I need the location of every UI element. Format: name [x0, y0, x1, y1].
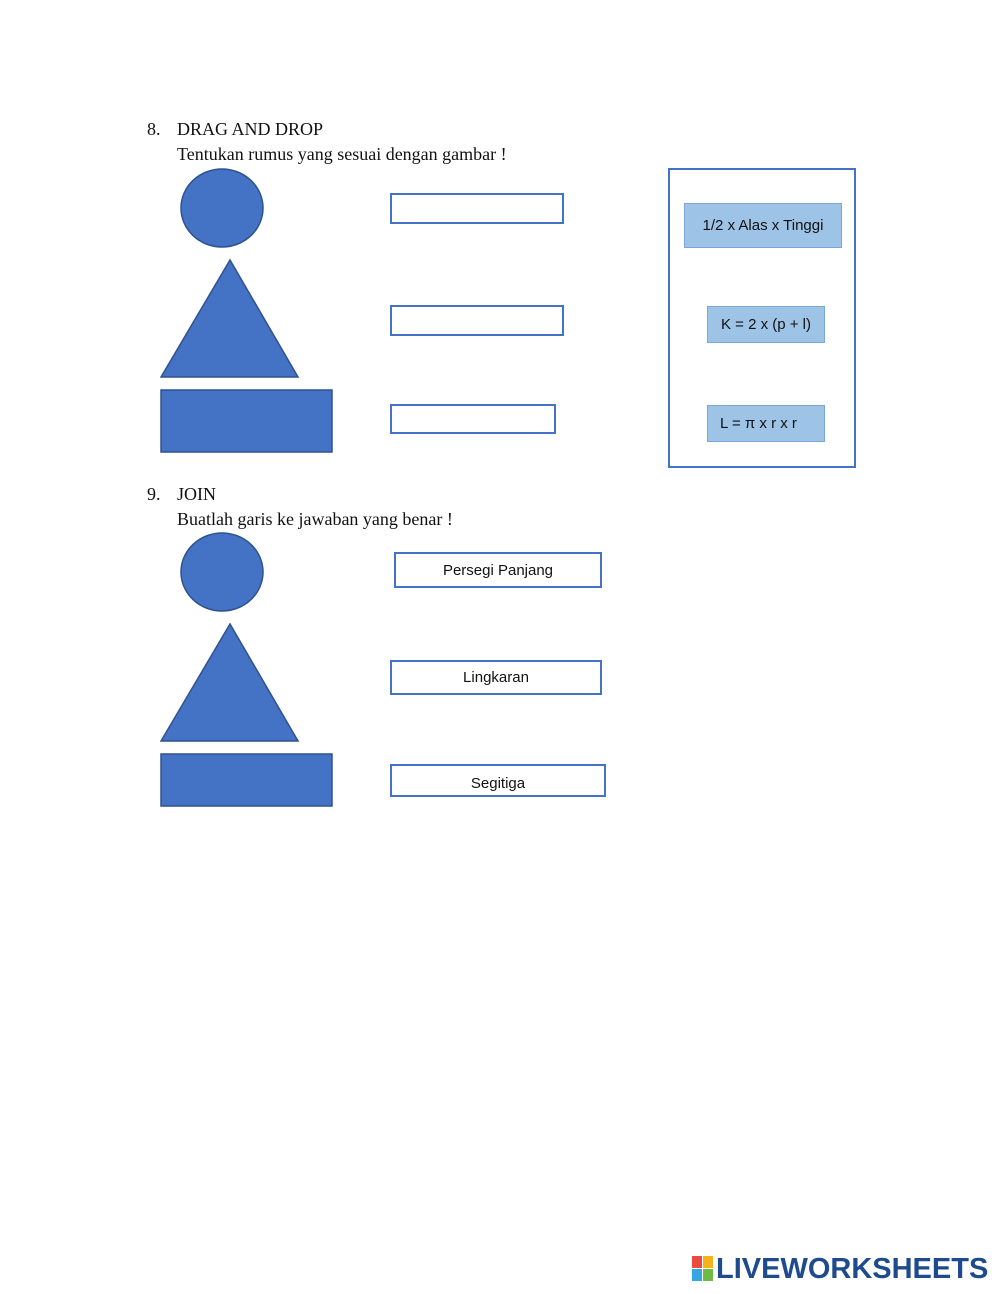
q9-answer-segitiga[interactable]: Segitiga	[390, 764, 606, 797]
q8-drop-box-3[interactable]	[390, 404, 556, 434]
q8-option-rectangle-perimeter[interactable]: K = 2 x (p + l)	[707, 306, 825, 343]
q9-answer-lingkaran[interactable]: Lingkaran	[390, 660, 602, 695]
q8-drop-box-2[interactable]	[390, 305, 564, 336]
q9-instruction: Buatlah garis ke jawaban yang benar !	[177, 509, 453, 529]
q8-shapes	[160, 166, 335, 456]
q9-rectangle-shape	[161, 754, 332, 806]
q8-drop-box-1[interactable]	[390, 193, 564, 224]
q8-triangle-shape	[161, 260, 298, 377]
q8-rectangle-shape	[161, 390, 332, 452]
q9-title: JOIN	[177, 484, 216, 504]
q9-shapes	[160, 530, 335, 810]
liveworksheets-logo	[692, 1254, 988, 1284]
q8-instruction: Tentukan rumus yang sesuai dengan gambar !	[177, 144, 507, 164]
q9-number: 9.	[147, 484, 161, 504]
q9-answer-persegi-panjang[interactable]: Persegi Panjang	[394, 552, 602, 588]
liveworksheets-logo-icon	[692, 1256, 714, 1282]
q8-circle-shape	[181, 169, 263, 247]
q9-triangle-shape	[161, 624, 298, 741]
liveworksheets-logo-text: LIVEWORKSHEETS	[716, 1253, 989, 1285]
q8-option-triangle-area[interactable]: 1/2 x Alas x Tinggi	[684, 203, 842, 248]
q8-number: 8.	[147, 119, 161, 139]
q9-circle-shape	[181, 533, 263, 611]
q8-option-circle-area[interactable]: L = π x r x r	[707, 405, 825, 442]
q8-title: DRAG AND DROP	[177, 119, 324, 139]
